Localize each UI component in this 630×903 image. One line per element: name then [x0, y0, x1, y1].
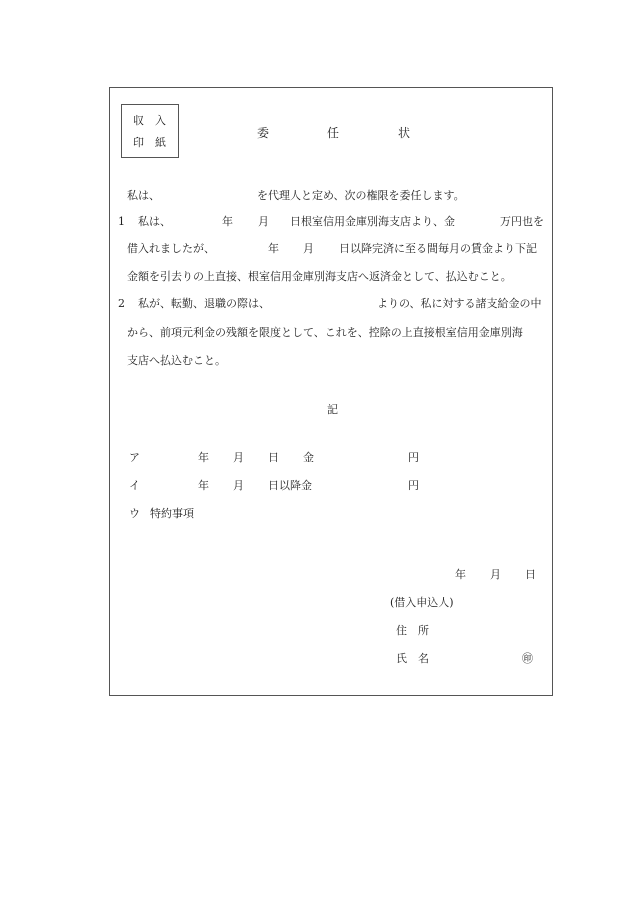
title-char-1: 委: [257, 126, 270, 140]
date-year: 年: [455, 568, 466, 581]
title-char-2: 任: [327, 126, 340, 140]
row-a-day: 日: [268, 451, 279, 464]
item1-line3: 金額を引去りの上直接、根室信用金庫別海支店へ返済金として、払込むこと。: [127, 270, 512, 283]
row-u-label: ウ: [129, 507, 140, 520]
item1-line1-year: 年: [222, 215, 233, 228]
row-u-text: 特約事項: [150, 507, 194, 520]
title-char-3: 状: [398, 126, 411, 140]
revenue-stamp-box: [121, 104, 179, 158]
item1-line1-a: 私は、: [138, 215, 171, 228]
intro-text-a: 私は、: [127, 189, 160, 202]
item2-number: 2: [118, 297, 125, 310]
item1-line2-month: 月: [303, 242, 314, 255]
row-i-year: 年: [198, 479, 209, 492]
item2-line2: から、前項元利金の残額を限度として、これを、控除の上直接根室信用金庫別海: [127, 326, 523, 339]
row-a-yen: 円: [408, 451, 419, 464]
row-i-day: 日以降金: [268, 479, 312, 492]
item1-line2-year: 年: [268, 242, 279, 255]
item1-line1-e: 万円也を: [500, 215, 544, 228]
row-a-month: 月: [233, 451, 244, 464]
item1-number: 1: [118, 215, 125, 228]
row-i-month: 月: [233, 479, 244, 492]
item2-line1-a: 私が、転勤、退職の際は、: [138, 297, 270, 310]
intro-text-b: を代理人と定め、次の権限を委任します。: [257, 189, 465, 202]
row-i-label: イ: [129, 479, 140, 492]
row-a-kin: 金: [303, 451, 314, 464]
row-i-yen: 円: [408, 479, 419, 492]
date-day: 日: [525, 568, 536, 581]
stamp-label-2: 印 紙: [133, 136, 166, 149]
item2-line1-b: よりの、私に対する諸支給金の中: [377, 297, 542, 310]
item1-line2-a: 借入れましたが、: [127, 242, 215, 255]
document-frame: [109, 87, 553, 696]
date-month: 月: [490, 568, 501, 581]
stamp-label-1: 収 入: [133, 114, 166, 127]
row-a-label: ア: [129, 451, 140, 464]
item1-line2-d: 日以降完済に至る間毎月の賃金より下記: [339, 242, 537, 255]
signer-name-label: 氏 名: [396, 652, 429, 665]
signer-title: (借入申込人): [390, 596, 454, 609]
item2-line3: 支店へ払込むこと。: [127, 354, 226, 367]
signer-address-label: 住 所: [396, 624, 429, 637]
ki-heading: 記: [327, 403, 338, 416]
item1-line1-month: 月: [258, 215, 269, 228]
seal-mark: ㊞: [522, 652, 533, 665]
item1-line1-d: 日根室信用金庫別海支店より、金: [290, 215, 455, 228]
row-a-year: 年: [198, 451, 209, 464]
